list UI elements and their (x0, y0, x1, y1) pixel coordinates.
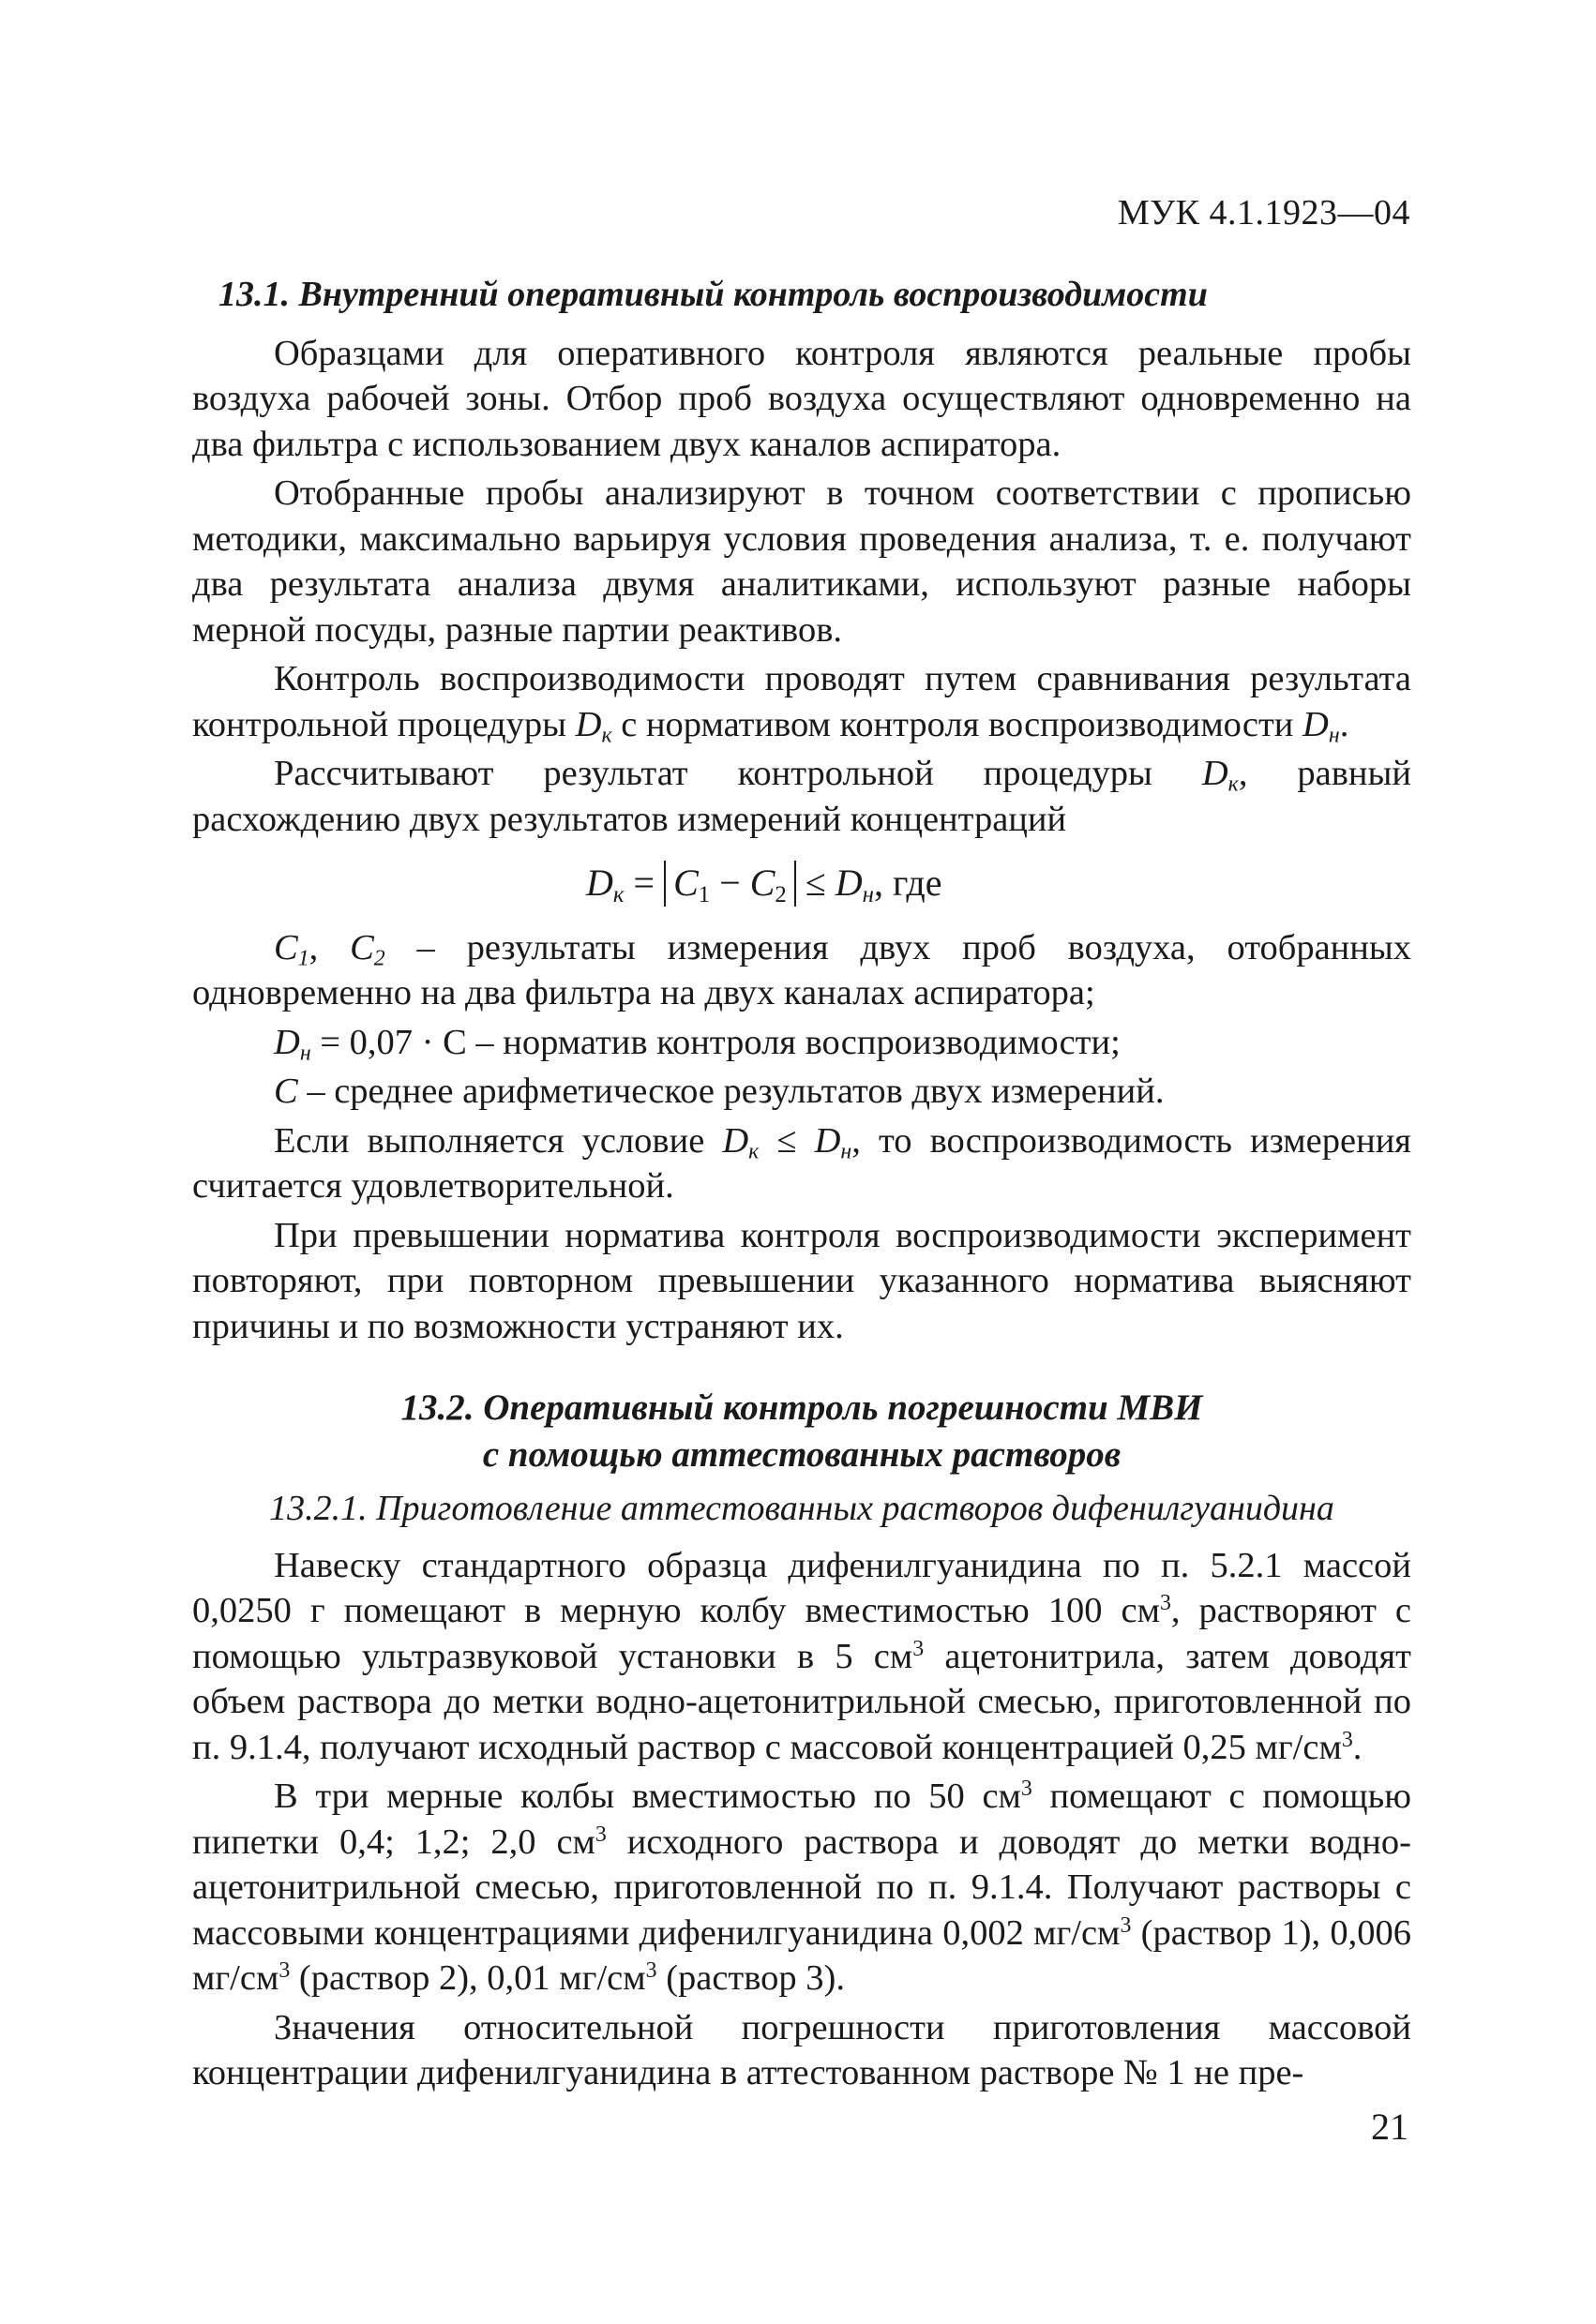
section-13-2-heading: 13.2. Оперативный контроль погрешности МВИ с помощью аттестованных растворов (400, 1387, 1203, 1475)
paragraph-error-values: Значения относительной погрешности приготовления массовой концентрации дифенилгуанидина в аттестованном растворе № 1 не пре- (192, 2007, 1411, 2092)
paragraph-calculate-result: Рассчитывают результат контрольной процедуры $D_к$, равный расхождению двух результатов измерений концентраций (192, 754, 1412, 839)
paragraph-c-definition: C – среднее арифметическое результатов двух измерений. (274, 1072, 1165, 1111)
paragraph-exceeding: При превышении норматива контроля воспроизводимости эксперимент повторяют, при повторном превышении указанного норматива выясняют причины и по возможности устраняют их. (192, 1215, 1411, 1346)
paragraph-analysis: Отобранные пробы анализируют в точном соответствии с прописью методики, максимально варьируя условия проведения анализа, т. е. получают два результата анализа двумя аналитиками, используют разные наборы мерной посуды, разные партии реактивов. (192, 473, 1411, 650)
paragraph-c1-c2-definition: $C_1$, $C_2$ – результаты измерения двух проб воздуха, отобранных одновременно на два фильтра на двух каналах аспиратора; (192, 927, 1412, 1012)
paragraph-control-procedure: Контроль воспроизводимости проводят путем сравнивания результата контрольной процедуры $D_к$ с нормативом контроля воспроизводимости $D_н$. (192, 659, 1411, 748)
page-content (192, 272, 1411, 2100)
absolute-difference: $C_1 - C_2$ (664, 861, 796, 907)
reproducibility-formula: $D_к$ = $C_1 - C_2$ ≤ $D_н$, где (586, 862, 942, 907)
paragraph-samples: Образцами для оперативного контроля являются реальные пробы воздуха рабочей зоны. Отбор проб воздуха осуществляют одновременно на два фильтра с использованием двух каналов аспиратора. (192, 333, 1411, 464)
document-code-header: МУК 4.1.1923—04 (1117, 193, 1410, 232)
paragraph-stock-solution: Навеску стандартного образца дифенилгуанидина по п. 5.2.1 массой 0,0250 г помещают в мерную колбу вместимостью 100 $см^3$, растворяют с помощью ультразвуковой установки в 5 $см^3$ ацетонитрила, затем доводят объем раствора до метки водно-ацетонитрильной смесью, приготовленной по п. 9.1.4, получают исходный раствор с массовой концентрацией 0,25 $мг/см^3$. (192, 1545, 1412, 1767)
paragraph-condition: Если выполняется условие $D_к \le D_н$, то воспроизводимость измерения считается удовлетворительной. (192, 1120, 1412, 1206)
section-13-1-heading: 13.1. Внутренний оперативный контроль воспроизводимости (218, 275, 1208, 314)
page-number: 21 (1371, 2106, 1408, 2148)
paragraph-working-solutions: В три мерные колбы вместимостью по 50 $см^3$ помещают с помощью пипетки 0,4; 1,2; 2,0 $см^3$ исходного раствора и доводят до метки водно-ацетонитрильной смесью, приготовленной по п. 9.1.4. Получают растворы с массовыми концентрациями дифенилгуанидина 0,002 $мг/см^3$ (раствор 1), 0,006 $мг/см^3$ (раствор 2), 0,01 $мг/см^3$ (раствор 3). (192, 1776, 1412, 1998)
paragraph-dn-definition: $D_н = 0,07 \cdot C$ – норматив контроля воспроизводимости; (274, 1022, 1121, 1066)
subsection-13-2-1-heading: 13.2.1. Приготовление аттестованных растворов дифенилгуанидина (269, 1489, 1334, 1528)
